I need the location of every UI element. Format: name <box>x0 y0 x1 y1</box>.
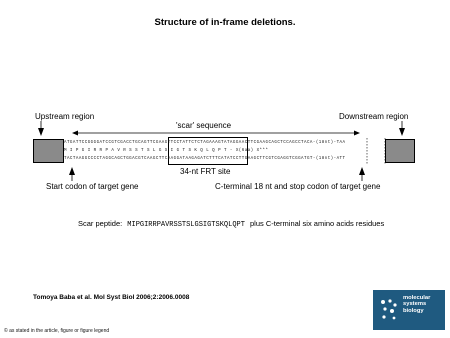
c-terminal-arrow-head <box>359 167 365 175</box>
scar-peptide-label: Scar peptide: <box>78 219 123 228</box>
upstream-block <box>33 139 64 163</box>
downstream-arrow-head <box>399 128 405 136</box>
translation-strand: M I P G I R R P A V R S S T S L G S I G T S K Q L Q P T - X(6aa) X*** <box>64 149 269 153</box>
logo-line-3: biology <box>403 307 424 314</box>
scar-arrow-left <box>72 131 78 136</box>
scar-sequence-label: 'scar' sequence <box>176 121 232 130</box>
citation: Tomoya Baba et al. Mol Syst Biol 2006;2:2006.0008 <box>33 294 190 301</box>
scar-arrow-right <box>354 131 360 136</box>
logo-line-1: molecular <box>403 295 431 301</box>
upstream-region-label: Upstream region <box>35 112 95 121</box>
upstream-arrow-head <box>38 128 44 136</box>
top-strand: ATGATTCCGGGGATCCGTCGACCTGCAGTTCGAAGTTCCTATTCTCTAGAAAGTATAGGAACTTCGAAGCAGCTCCAGCCTACA-(18nt)-TAA <box>64 141 346 145</box>
downstream-block <box>385 139 415 163</box>
logo-line-2: systems <box>403 301 427 308</box>
downstream-region-label: Downstream region <box>339 112 409 121</box>
figure-title: Structure of in-frame deletions. <box>154 17 296 28</box>
logo-dots-icon <box>379 298 399 322</box>
c-terminal-label: C-terminal 18 nt and stop codon of target gene <box>215 182 381 191</box>
start-codon-arrow-head <box>69 167 75 175</box>
bottom-strand: TACTAAGGCCCCTAGGCAGCTGGACGTCAAGCTTCAAGGATAAGAGATCTTTCATATCCTTGAAGCTTCGTCGAGGTCGGATGT-(18nt)-ATT <box>64 157 346 161</box>
scar-peptide-suffix: plus C-terminal six amino acids residues <box>250 219 385 228</box>
journal-logo[interactable] <box>373 290 445 330</box>
frt-site-label: 34-nt FRT site <box>180 167 231 176</box>
scar-peptide-sequence: MIPGIRRPAVRSSTSLGSIGTSKQLQPT <box>127 221 245 229</box>
start-codon-label: Start codon of target gene <box>46 182 139 191</box>
scar-peptide-row <box>78 219 384 229</box>
copyright-footer: © as stated in the article, figure or figure legend <box>4 328 110 334</box>
